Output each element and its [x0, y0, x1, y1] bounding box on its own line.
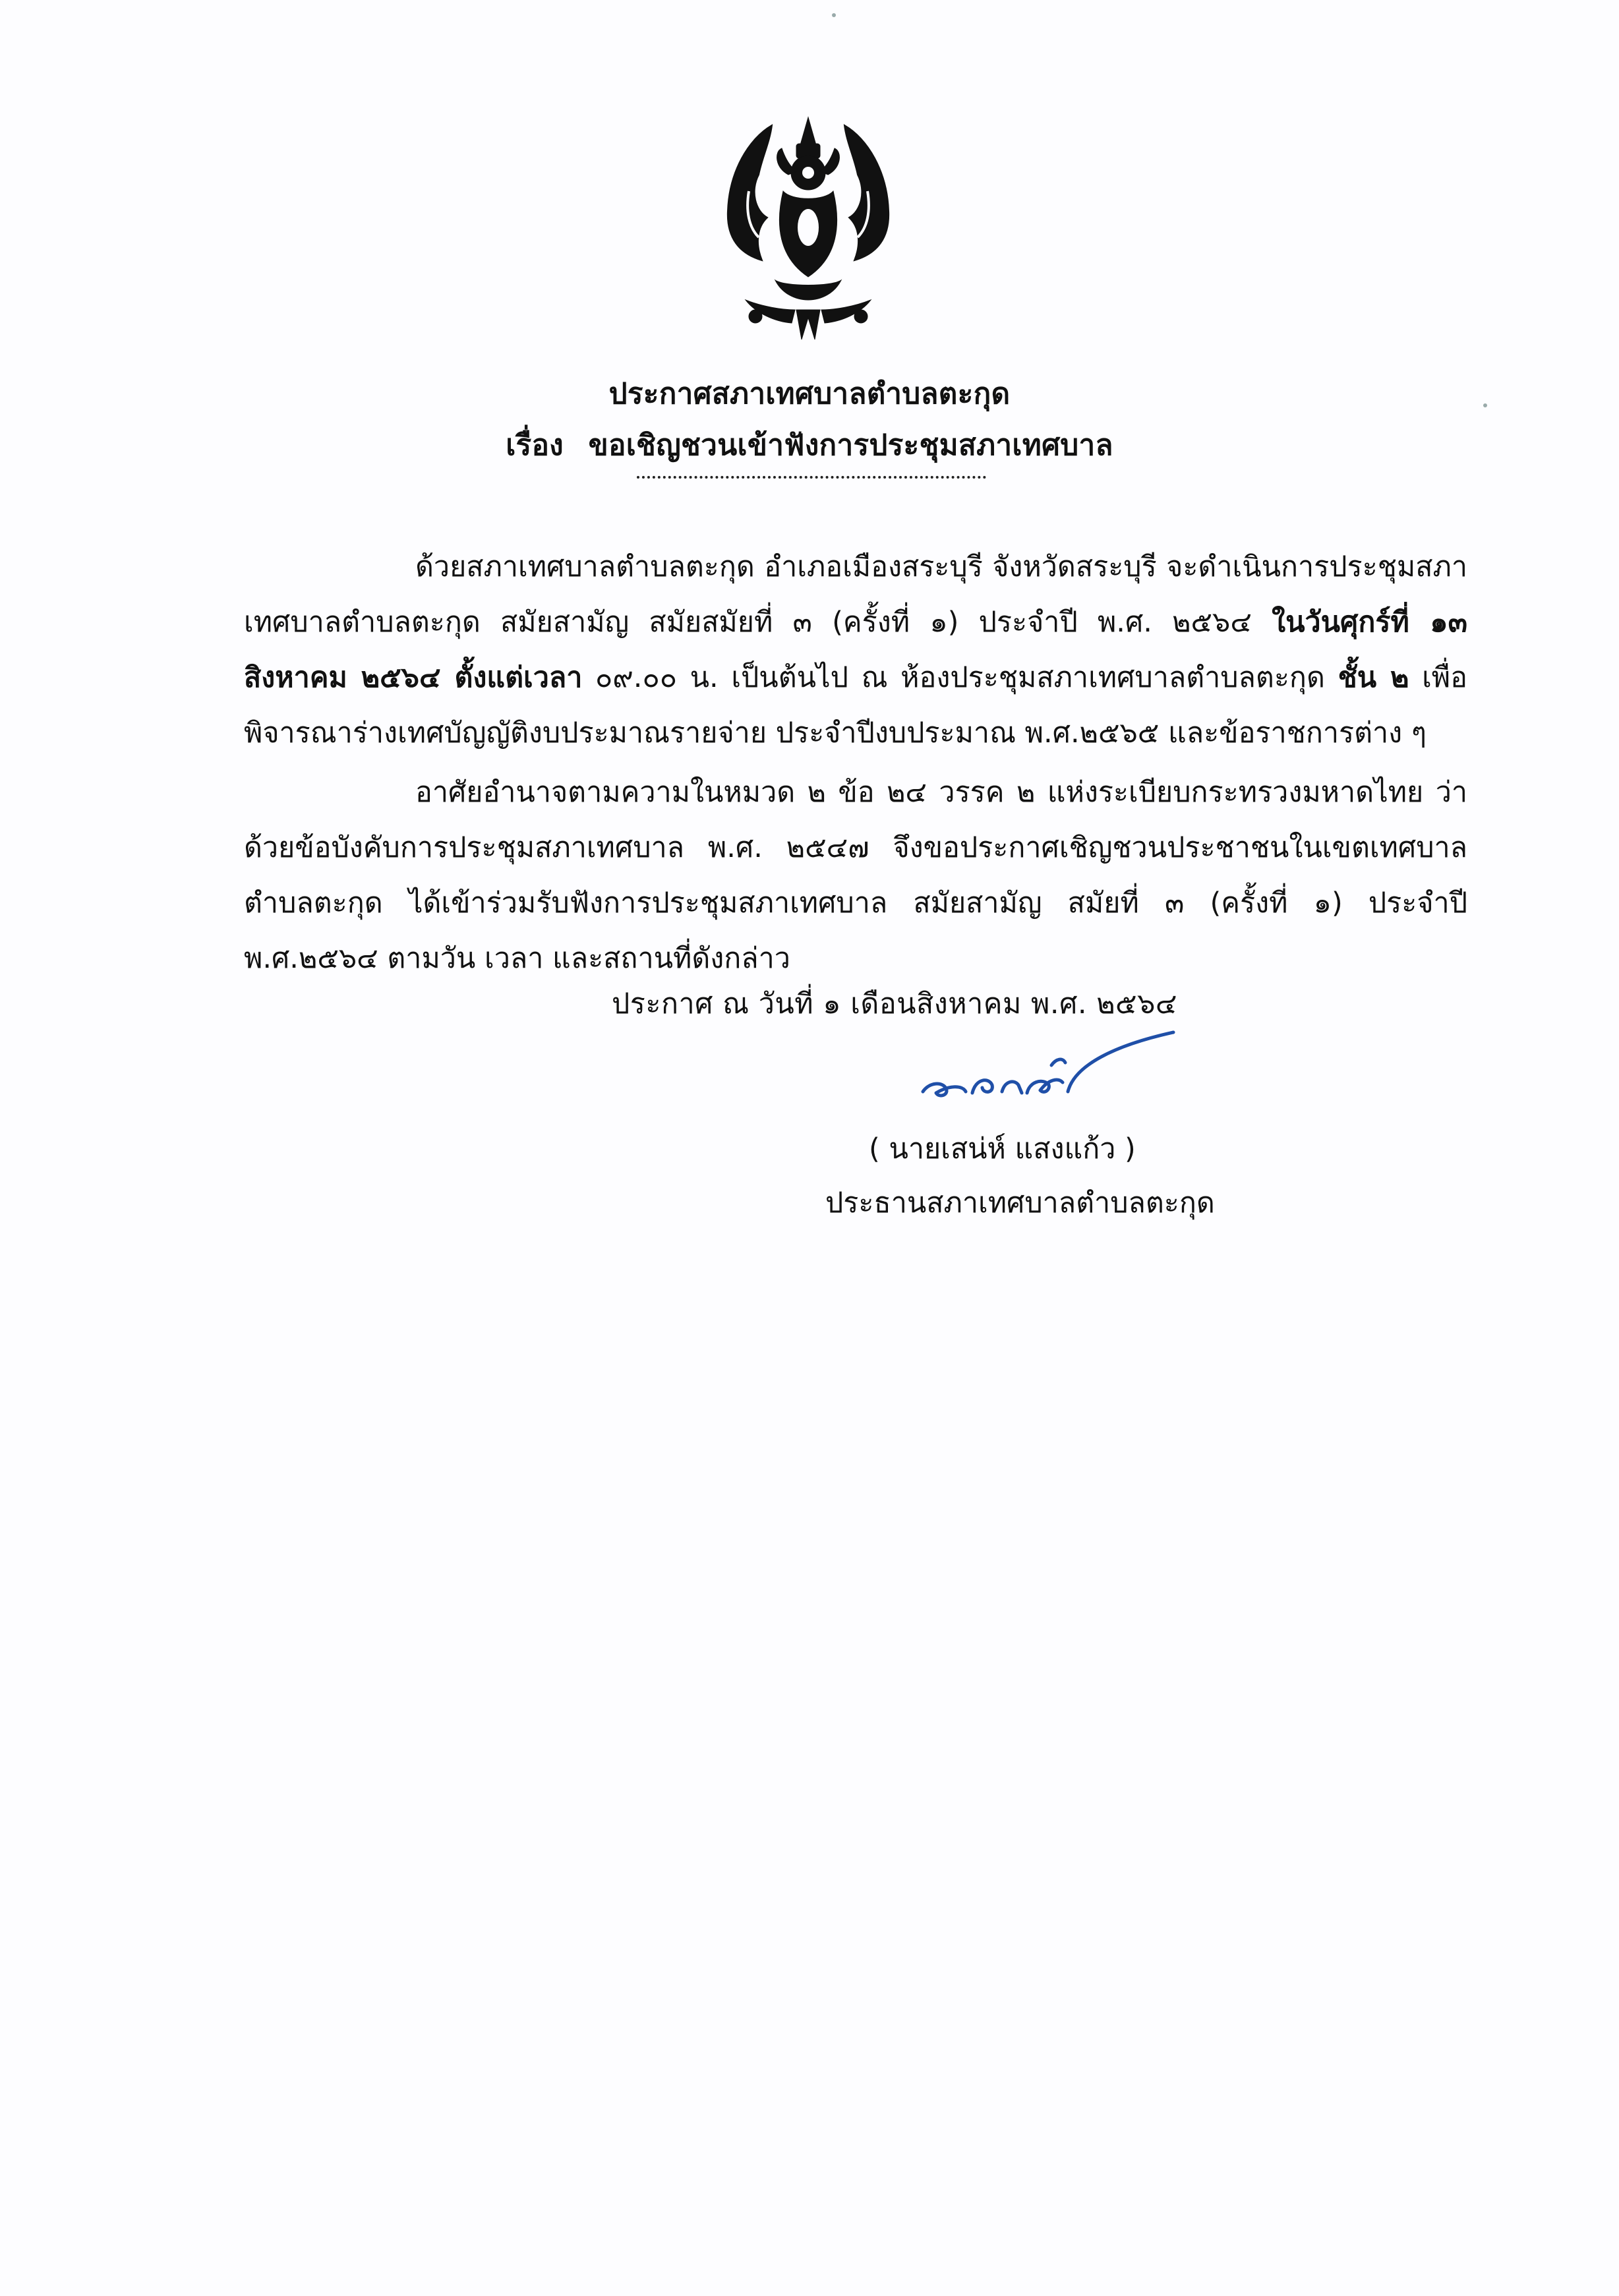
title-separator	[637, 476, 986, 479]
paragraph-2-text: อาศัยอำนาจตามความในหมวด ๒ ข้อ ๒๔ วรรค ๒ แห่งระเบียบกระทรวงมหาดไทย ว่าด้วยข้อบังคับการประชุมสภาเทศบาล พ.ศ. ๒๕๔๗ จึงขอประกาศเชิญชวนประชาชนในเขตเทศบาลตำบลตะกุด ได้เข้าร่วมรับฟังการประชุมสภาเทศบาล สมัยสามัญ สมัยที่ ๓ (ครั้งที่ ๑) ประจำปี พ.ศ.๒๕๖๔ ตามวัน เวลา และสถานที่ดังกล่าว	[244, 776, 1467, 975]
handwritten-signature-icon	[910, 1019, 1187, 1118]
page-title: ประกาศสภาเทศบาลตำบลตะกุด	[608, 377, 1011, 411]
paragraph-1-part-1: ด้วยสภาเทศบาลตำบลตะกุด อำเภอเมืองสระบุรี จังหวัดสระบุรี จะดำเนินการประชุมสภาเทศบาลตำบลตะกุด สมัยสามัญ สมัยสมัยที่ ๓ (ครั้งที่ ๑) ประจำปี พ.ศ. ๒๕๖๔	[244, 550, 1467, 639]
paragraph-1-part-3: เพื่อพิจารณาร่างเทศบัญญัติงบประมาณรายจ่าย ประจำปีงบประมาณ พ.ศ.๒๕๖๕ และข้อราชการต่าง ๆ	[244, 661, 1467, 750]
body-paragraph-1	[244, 539, 1467, 761]
garuda-emblem-icon	[709, 112, 907, 356]
meeting-date: ในวันศุกร์ที่ ๑๓ สิงหาคม ๒๕๖๔ ตั้งแต่เวลา	[244, 606, 1467, 694]
scan-speck	[1483, 403, 1487, 407]
signer-name: ( นายเสน่ห์ แสงแก้ว )	[869, 1133, 1136, 1165]
meeting-floor: ชั้น ๒	[1338, 661, 1409, 694]
scan-speck	[832, 13, 836, 17]
subject-line	[0, 422, 1619, 468]
subject-label: เรื่อง	[506, 428, 564, 462]
body-paragraph-2	[244, 765, 1467, 986]
announcement-date: ประกาศ ณ วันที่ ๑ เดือนสิงหาคม พ.ศ. ๒๕๖๔	[612, 987, 1177, 1020]
signer-position: ประธานสภาเทศบาลตำบลตะกุด	[825, 1187, 1215, 1220]
paragraph-1-part-2: ๐๙.๐๐ น. เป็นต้นไป ณ ห้องประชุมสภาเทศบาลตำบลตะกุด	[595, 661, 1325, 694]
subject-text: ขอเชิญชวนเข้าฟังการประชุมสภาเทศบาล	[588, 428, 1113, 462]
